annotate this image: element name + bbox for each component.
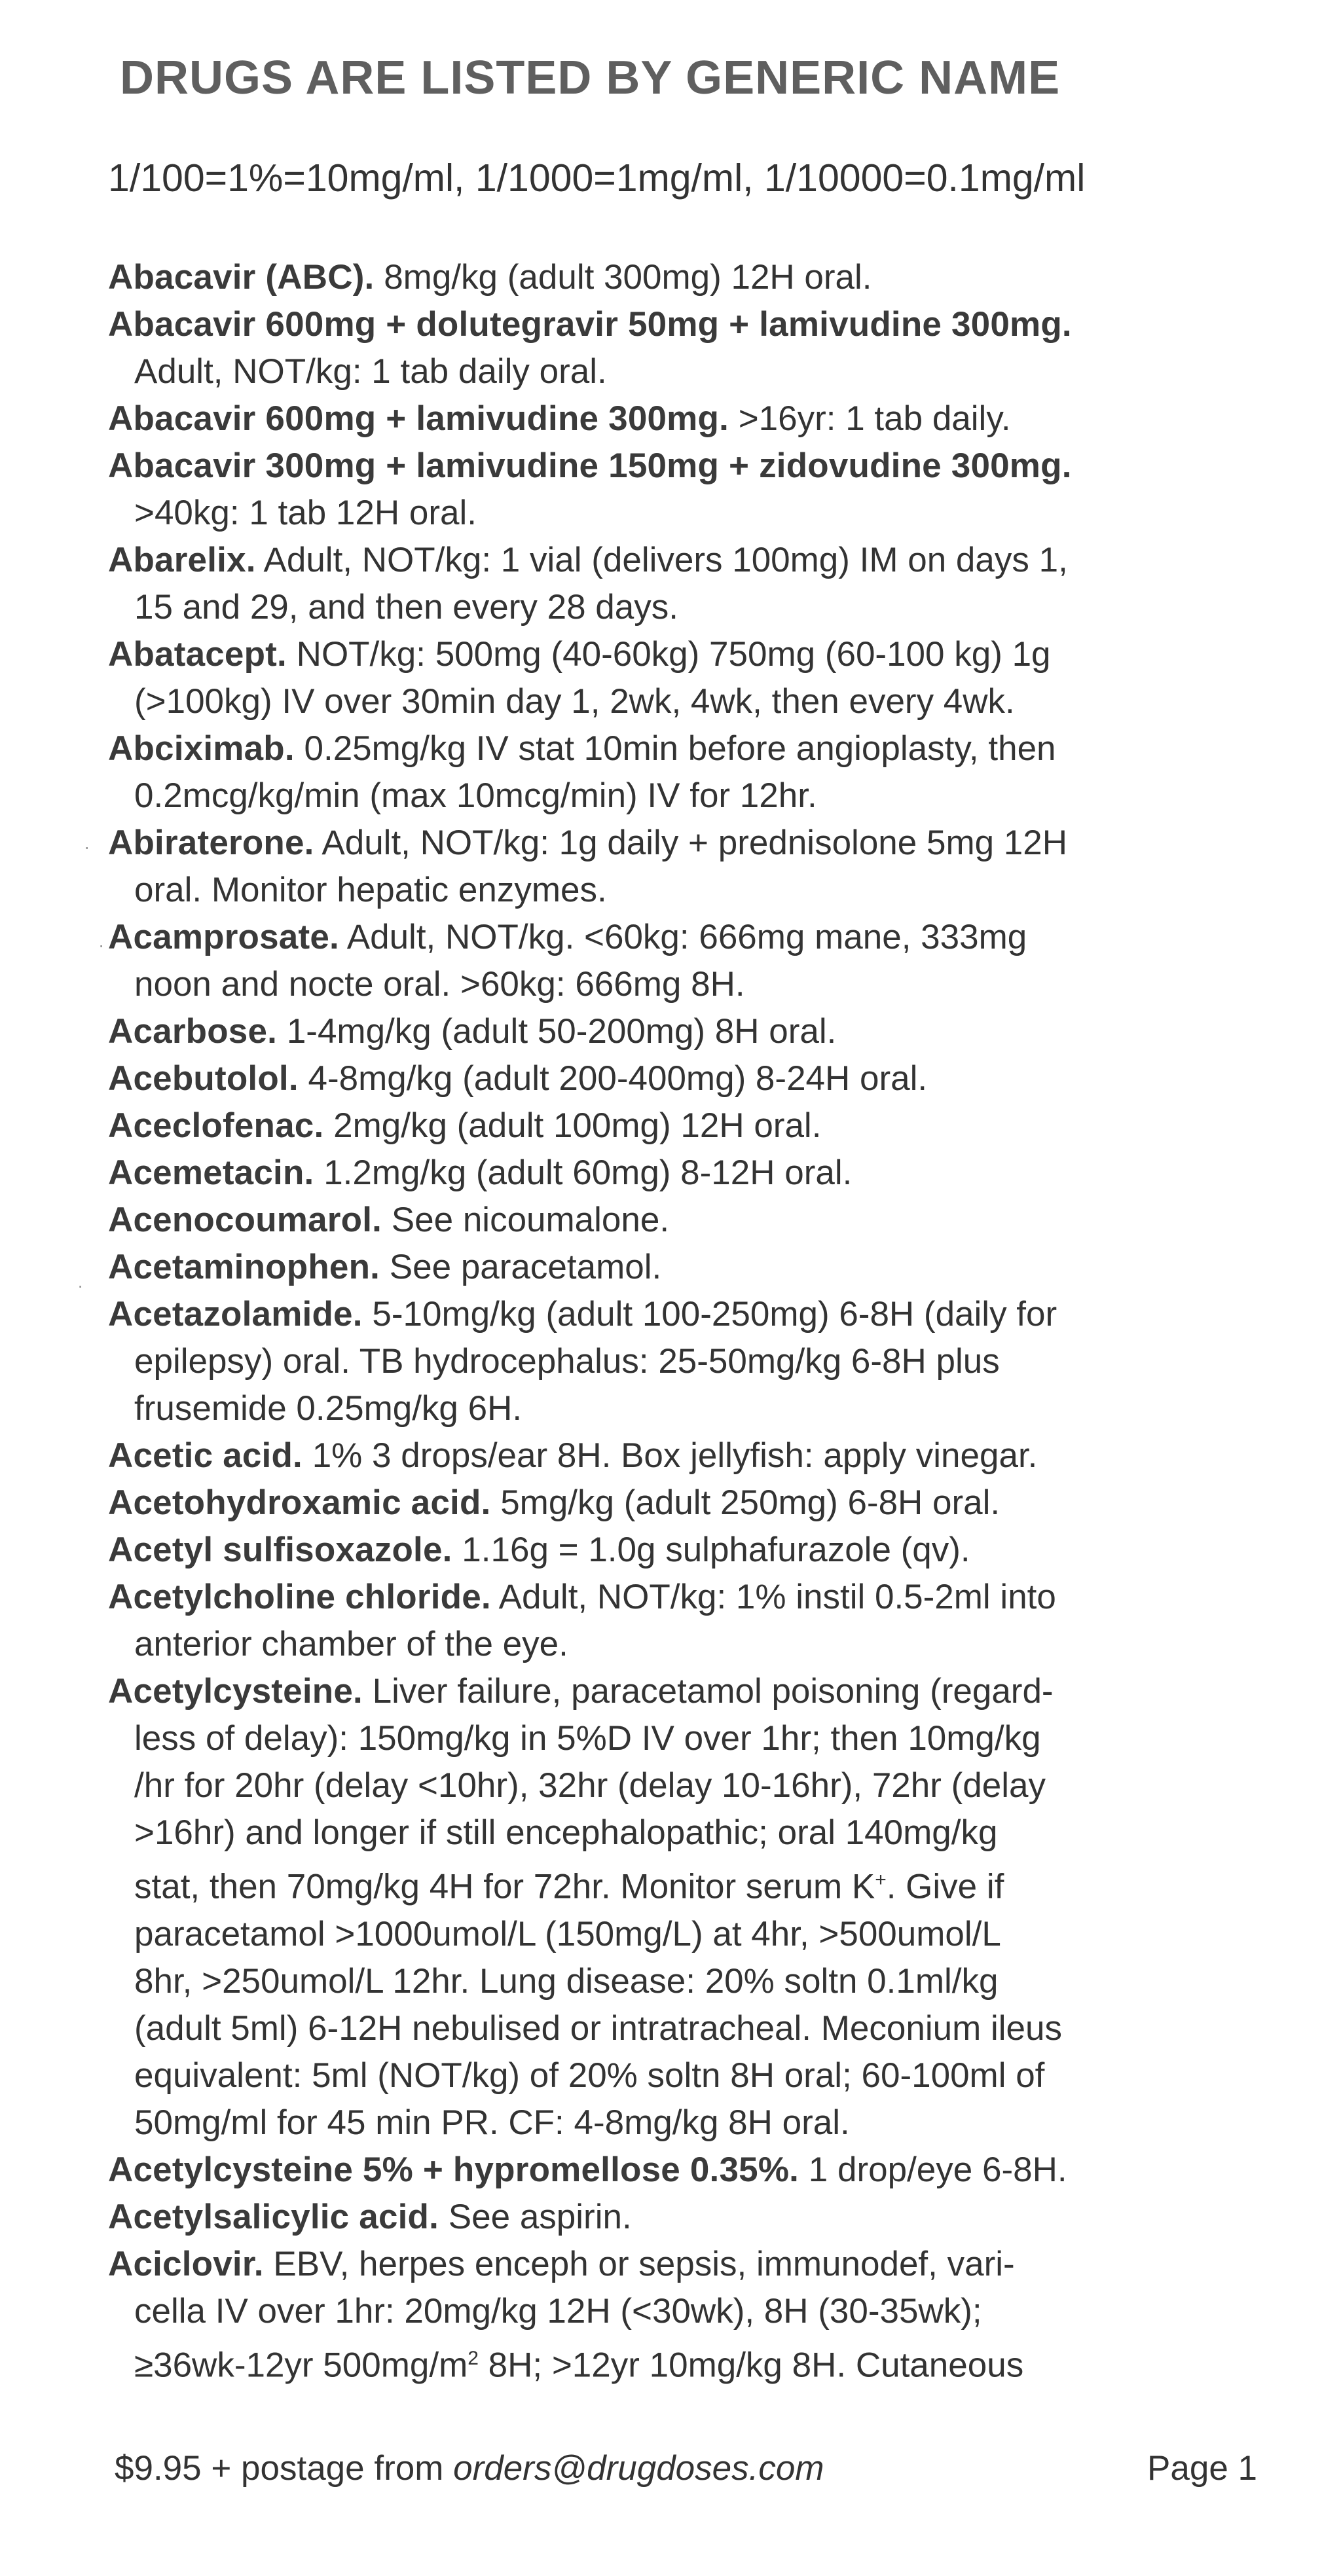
dosage-text: 50mg/ml for 45 min PR. CF: 4-8mg/kg 8H oral. [134,2103,850,2142]
dosage-text: See paracetamol. [380,1248,662,1286]
drug-entry-acetic-acid [108,1432,1280,1479]
dosage-text: Adult, NOT/kg. <60kg: 666mg mane, 333mg [339,918,1027,956]
dosage-text: (>100kg) IV over 30min day 1, 2wk, 4wk, then every 4wk. [134,682,1015,721]
page-number: Page 1 [1147,2449,1257,2488]
drug-entry-acetazolamide [108,1291,1280,1338]
drug-name: Abiraterone. [108,824,314,862]
drug-entry-acetylcholine-chloride [108,1574,1280,1621]
drug-name: Abacavir 600mg + dolutegravir 50mg + lamivudine 300mg. [108,305,1072,344]
drug-entry-list [108,254,1280,2389]
drug-entry-acetylcysteine-hypromellose [108,2147,1280,2194]
dosage-text: anterior chamber of the eye. [134,1625,568,1663]
dosage-text: See nicoumalone. [382,1201,670,1239]
drug-name: Acamprosate. [108,918,339,956]
dosage-text: cella IV over 1hr: 20mg/kg 12H (<30wk), 8H (30-35wk); [134,2291,982,2331]
drug-entry-abarelix [108,537,1280,584]
dosage-text: 1% 3 drops/ear 8H. Box jellyfish: apply vinegar. [302,1436,1038,1475]
drug-entry-acebutolol [108,1055,1280,1102]
drug-entry-acetylcysteine-cont-4 [108,1857,1280,1911]
superscript: + [875,1869,887,1891]
dosage-text: 8H; >12yr 10mg/kg 8H. Cutaneous [478,2346,1024,2385]
dosage-text: 1.2mg/kg (adult 60mg) 8-12H oral. [314,1153,853,1192]
drug-entry-acetylcysteine [108,1668,1280,1715]
dosage-text: stat, then 70mg/kg 4H for 72hr. Monitor serum K [134,1867,875,1906]
dosage-text: See aspirin. [439,2197,632,2236]
drug-name: Abacavir 300mg + lamivudine 150mg + zidovudine 300mg. [108,446,1072,485]
drug-entry-acarbose [108,1008,1280,1055]
drug-entry-acemetacin [108,1150,1280,1197]
dosage-text: . Give if [886,1867,1004,1906]
drug-entry-aceclofenac [108,1102,1280,1150]
dosage-text: 5-10mg/kg (adult 100-250mg) 6-8H (daily for [362,1295,1057,1333]
drug-name: Acetic acid. [108,1436,303,1475]
dosage-text: 4-8mg/kg (adult 200-400mg) 8-24H oral. [298,1059,928,1098]
drug-entry-abarelix-cont-1 [108,584,1280,631]
drug-name: Acemetacin. [108,1153,314,1192]
drug-name: Abacavir (ABC). [108,258,375,297]
drug-entry-acetyl-sulfisoxazole [108,1527,1280,1574]
drug-entry-acamprosate [108,914,1280,961]
drug-name: Acetylsalicylic acid. [108,2197,439,2236]
dosage-text: EBV, herpes enceph or sepsis, immunodef, vari- [263,2244,1015,2283]
drug-name: Acetazolamide. [108,1295,363,1333]
drug-name: Acetaminophen. [108,1248,380,1286]
drug-name: Acarbose. [108,1012,278,1051]
dosage-text: Adult, NOT/kg: 1 vial (delivers 100mg) IM on days 1, [255,541,1068,579]
order-email: orders@drugdoses.com [453,2449,824,2488]
page-footer [115,2448,1257,2488]
drug-entry-abacavir-dolutegravir-lamivudine-cont-1 [108,348,1280,395]
drug-entry-abacavir-lamivudine [108,395,1280,443]
dosage-text: >40kg: 1 tab 12H oral. [134,494,477,532]
dosage-text: 2mg/kg (adult 100mg) 12H oral. [323,1106,822,1145]
drug-entry-abacavir-lamivudine-zidovudine-cont-1 [108,490,1280,537]
drug-name: Acebutolol. [108,1059,299,1098]
dosage-text: 1 drop/eye 6-8H. [799,2150,1067,2189]
dosage-text: equivalent: 5ml (NOT/kg) of 20% soltn 8H oral; 60-100ml of [134,2056,1045,2095]
dosage-text: epilepsy) oral. TB hydrocephalus: 25-50mg/kg 6-8H plus [134,1342,1000,1381]
drug-entry-acetylcysteine-cont-1 [108,1715,1280,1762]
drug-entry-acetylcysteine-cont-6 [108,1958,1280,2005]
dosage-text: >16hr) and longer if still encephalopathic; oral 140mg/kg [134,1813,998,1852]
drug-name: Aciclovir. [108,2244,264,2283]
drug-entry-abciximab [108,725,1280,772]
drug-entry-abacavir-lamivudine-zidovudine [108,443,1280,490]
dosage-text: 1-4mg/kg (adult 50-200mg) 8H oral. [277,1012,837,1051]
drug-entry-acetazolamide-cont-1 [108,1338,1280,1385]
drug-entry-abacavir [108,254,1280,301]
drug-entry-abciximab-cont-1 [108,772,1280,820]
scan-speck: · [84,837,90,857]
drug-entry-abacavir-dolutegravir-lamivudine [108,301,1280,348]
drug-entry-acetylsalicylic-acid [108,2194,1280,2241]
drug-name: Abarelix. [108,541,256,579]
drug-name: Acetylcysteine. [108,1672,363,1711]
drug-name: Acenocoumarol. [108,1201,382,1239]
drug-name: Acetohydroxamic acid. [108,1483,491,1522]
drug-entry-acenocoumarol [108,1197,1280,1244]
drug-entry-acetylcysteine-cont-7 [108,2005,1280,2052]
dosage-text: Adult, NOT/kg: 1% instil 0.5-2ml into [490,1578,1056,1616]
dosage-text: oral. Monitor hepatic enzymes. [134,871,607,909]
concentration-conversion: 1/100=1%=10mg/ml, 1/1000=1mg/ml, 1/10000=0.1mg/ml [108,156,1086,200]
drug-entry-acetylcysteine-cont-8 [108,2052,1280,2099]
dosage-text: frusemide 0.25mg/kg 6H. [134,1389,523,1428]
drug-entry-acetazolamide-cont-2 [108,1385,1280,1432]
dosage-text: >16yr: 1 tab daily. [729,399,1011,438]
dosage-text: 0.2mcg/kg/min (max 10mcg/min) IV for 12hr. [134,776,817,815]
superscript: 2 [468,2347,479,2369]
drug-entry-abiraterone [108,820,1280,867]
drug-entry-aciclovir-cont-1 [108,2288,1280,2335]
drug-name: Aceclofenac. [108,1106,324,1145]
scan-speck: · [77,1275,84,1296]
scan-speck: · [98,935,105,955]
drug-entry-abiraterone-cont-1 [108,867,1280,914]
drug-entry-aciclovir-cont-2 [108,2335,1280,2389]
drug-name: Abatacept. [108,635,287,674]
price-text: $9.95 + postage from [115,2449,454,2488]
drug-name: Abacavir 600mg + lamivudine 300mg. [108,399,729,438]
dosage-text: Adult, NOT/kg: 1g daily + prednisolone 5mg 12H [314,824,1068,862]
dosage-text: Liver failure, paracetamol poisoning (regard- [362,1672,1054,1711]
drug-entry-acetylcholine-chloride-cont-1 [108,1621,1280,1668]
drug-name: Abciximab. [108,729,295,768]
drug-name: Acetyl sulfisoxazole. [108,1531,452,1569]
dosage-text: NOT/kg: 500mg (40-60kg) 750mg (60-100 kg) 1g [286,635,1051,674]
dosage-text: 5mg/kg (adult 250mg) 6-8H oral. [490,1483,1001,1522]
dosage-text: ≥36wk-12yr 500mg/m [134,2346,468,2385]
page-heading: DRUGS ARE LISTED BY GENERIC NAME [120,52,1061,104]
dosage-text: 8mg/kg (adult 300mg) 12H oral. [374,258,872,297]
drug-entry-abatacept [108,631,1280,678]
dosage-text: noon and nocte oral. >60kg: 666mg 8H. [134,965,745,1004]
dosage-text: 8hr, >250umol/L 12hr. Lung disease: 20% soltn 0.1ml/kg [134,1961,999,2001]
drug-entry-acetylcysteine-cont-5 [108,1911,1280,1958]
drug-entry-abatacept-cont-1 [108,678,1280,725]
dosage-text: (adult 5ml) 6-12H nebulised or intratracheal. Meconium ileus [134,2008,1062,2048]
drug-entry-acetylcysteine-cont-3 [108,1809,1280,1857]
drug-entry-acetohydroxamic-acid [108,1479,1280,1527]
dosage-text: 0.25mg/kg IV stat 10min before angioplasty, then [294,729,1056,768]
dosage-text: paracetamol >1000umol/L (150mg/L) at 4hr, >500umol/L [134,1914,1001,1953]
drug-name: Acetylcysteine 5% + hypromellose 0.35%. [108,2150,799,2189]
dosage-text: 15 and 29, and then every 28 days. [134,588,678,626]
dosage-text: Adult, NOT/kg: 1 tab daily oral. [134,352,607,391]
dosage-text: less of delay): 150mg/kg in 5%D IV over 1hr; then 10mg/kg [134,1719,1041,1758]
drug-name: Acetylcholine chloride. [108,1578,491,1616]
drug-entry-acetaminophen [108,1244,1280,1291]
dosage-text: 1.16g = 1.0g sulphafurazole (qv). [452,1531,970,1569]
dosage-text: /hr for 20hr (delay <10hr), 32hr (delay 10-16hr), 72hr (delay [134,1766,1046,1805]
drug-entry-acamprosate-cont-1 [108,961,1280,1008]
drug-entry-aciclovir [108,2241,1280,2288]
drug-entry-acetylcysteine-cont-9 [108,2099,1280,2147]
drug-entry-acetylcysteine-cont-2 [108,1762,1280,1809]
